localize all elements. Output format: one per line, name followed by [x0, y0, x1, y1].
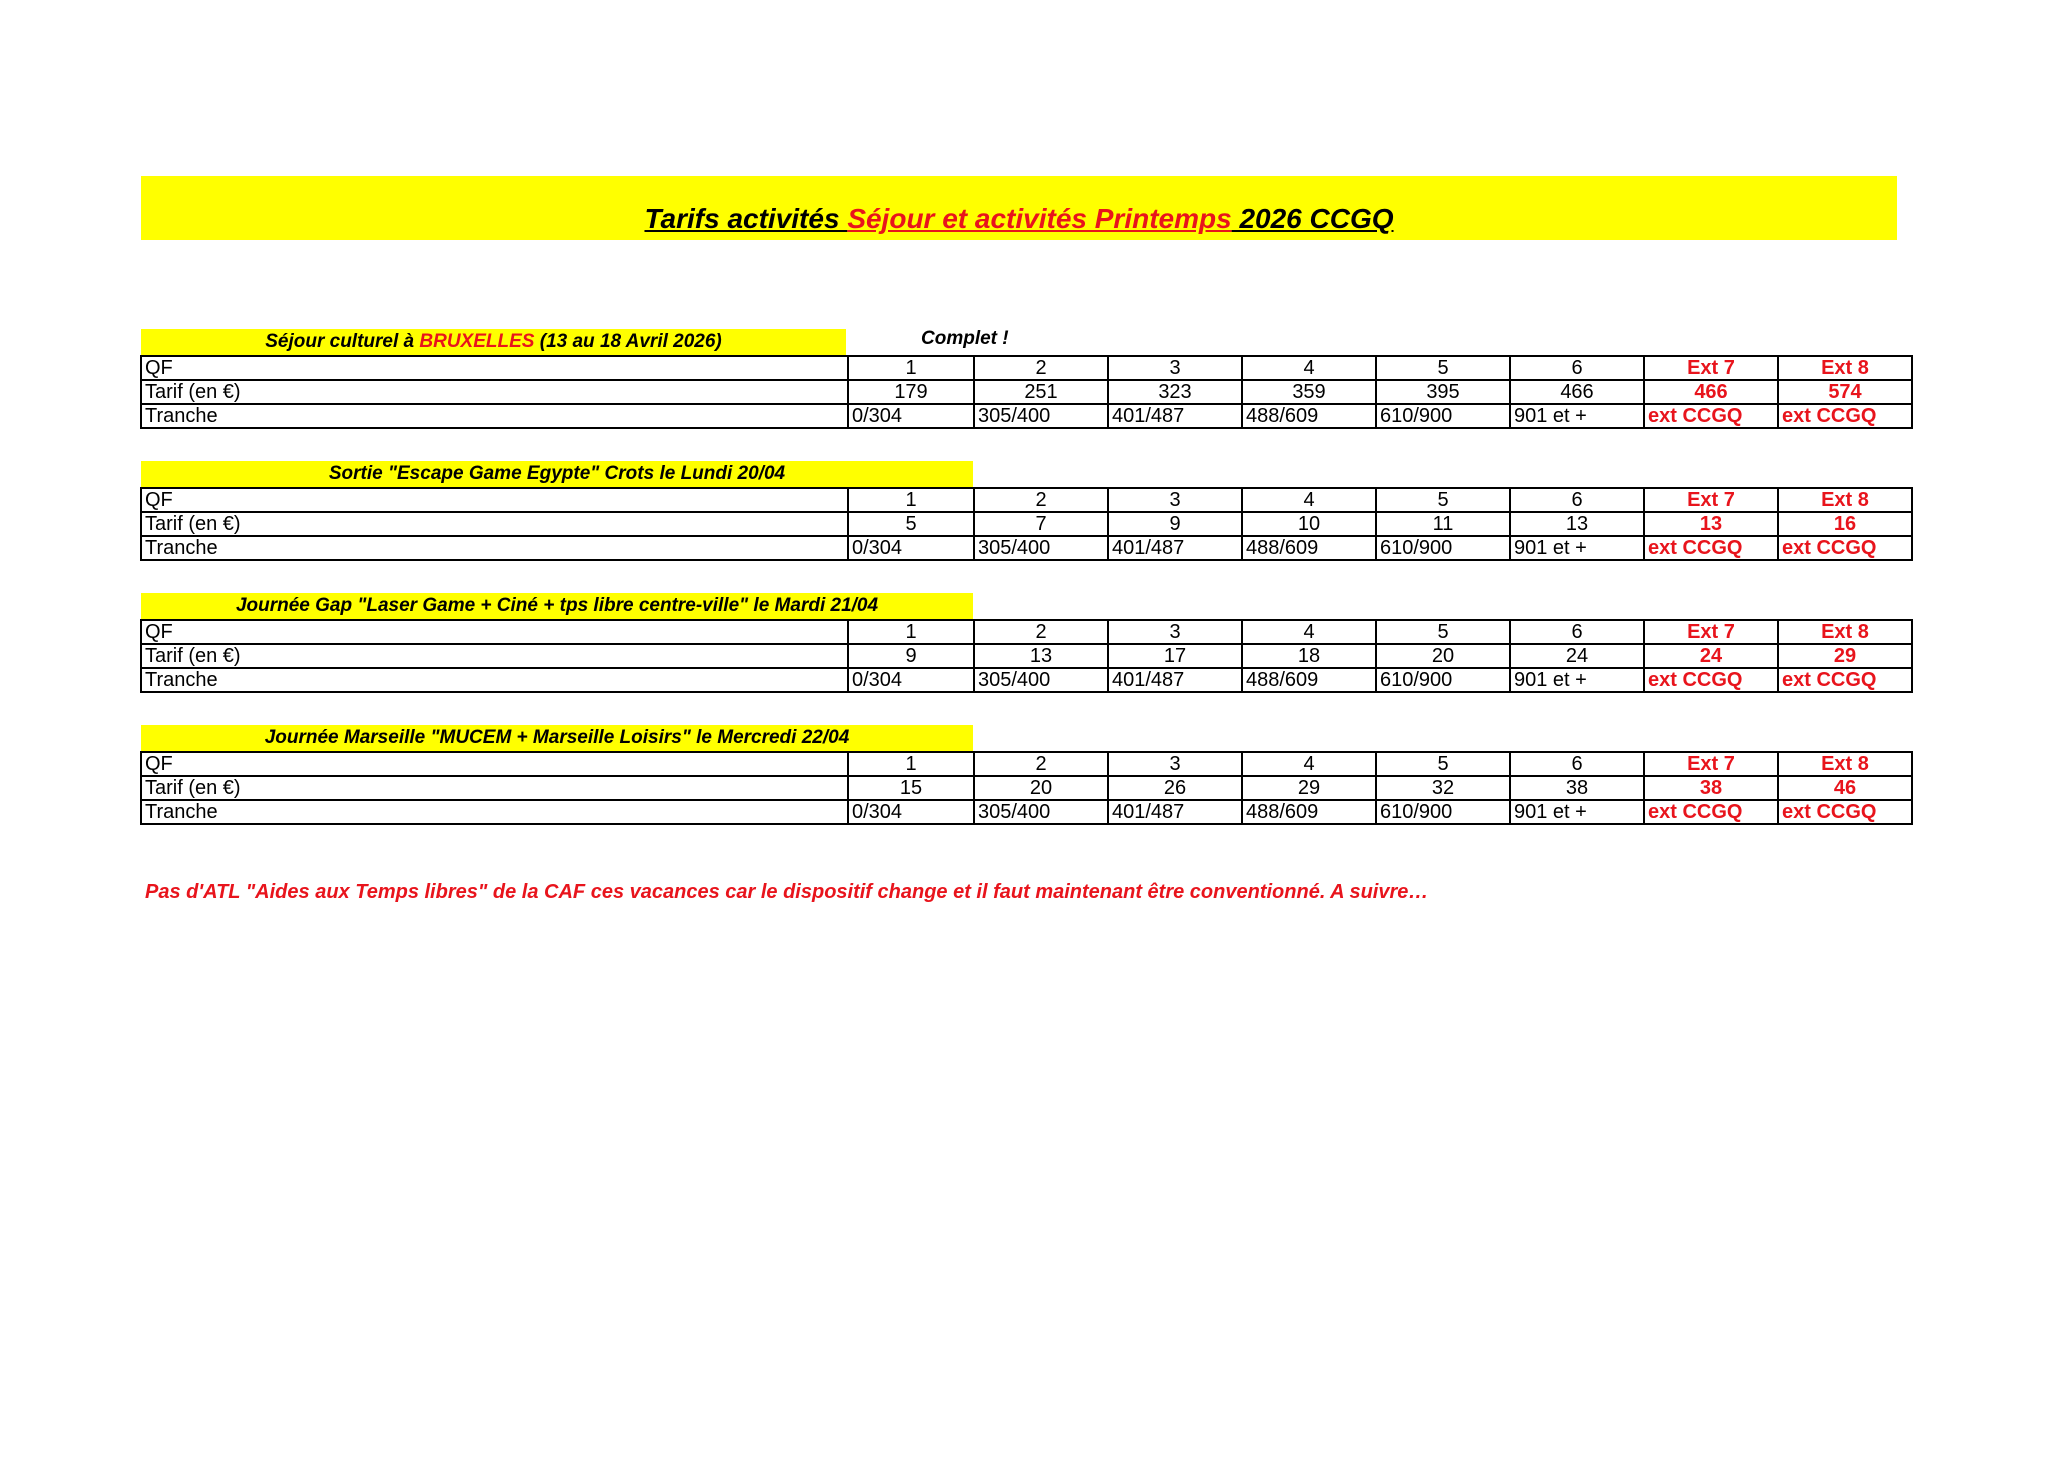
tranche-cell: ext CCGQ [1778, 404, 1912, 428]
price-cell: 466 [1644, 380, 1778, 404]
tranche-cell: 305/400 [974, 668, 1108, 692]
price-cell: 16 [1778, 512, 1912, 536]
row-label: QF [141, 356, 848, 380]
section-1-label-city: BRUXELLES [419, 331, 535, 352]
price-cell: 29 [1242, 776, 1376, 800]
price-cell: 15 [848, 776, 974, 800]
qf-cell: 5 [1376, 356, 1510, 380]
tranche-cell: 0/304 [848, 668, 974, 692]
tranche-cell: 305/400 [974, 536, 1108, 560]
tranche-cell: ext CCGQ [1778, 536, 1912, 560]
title-part-1: Tarifs activités [644, 203, 848, 234]
section-1-label-dates: (13 au 18 Avril 2026) [534, 331, 722, 352]
price-cell: 18 [1242, 644, 1376, 668]
qf-cell: 1 [848, 752, 974, 776]
table-row-qf [141, 752, 1912, 776]
row-label: Tranche [141, 404, 848, 428]
qf-cell: 2 [974, 752, 1108, 776]
qf-cell: 2 [974, 620, 1108, 644]
tranche-cell: 901 et + [1510, 800, 1644, 824]
row-label: Tranche [141, 536, 848, 560]
qf-cell: 4 [1242, 488, 1376, 512]
qf-cell: 6 [1510, 620, 1644, 644]
table-row-qf [141, 356, 1912, 380]
tranche-cell: 488/609 [1242, 536, 1376, 560]
tranche-cell: 401/487 [1108, 404, 1242, 428]
price-cell: 38 [1644, 776, 1778, 800]
qf-cell: 2 [974, 356, 1108, 380]
tranche-cell: 0/304 [848, 800, 974, 824]
price-cell: 20 [1376, 644, 1510, 668]
qf-cell: 5 [1376, 620, 1510, 644]
price-cell: 574 [1778, 380, 1912, 404]
tranche-cell: 401/487 [1108, 536, 1242, 560]
row-label: Tranche [141, 668, 848, 692]
table-row-tranche [141, 668, 1912, 692]
price-cell: 9 [848, 644, 974, 668]
tranche-cell: ext CCGQ [1644, 536, 1778, 560]
qf-cell: 1 [848, 488, 974, 512]
tranche-cell: 401/487 [1108, 800, 1242, 824]
tranche-cell: 901 et + [1510, 536, 1644, 560]
price-cell: 251 [974, 380, 1108, 404]
footnote: Pas d'ATL "Aides aux Temps libres" de la CAF ces vacances car le dispositif change et il faut maintenant être conventionné. A suivre… [145, 881, 1429, 903]
qf-cell: Ext 7 [1644, 752, 1778, 776]
row-label: QF [141, 752, 848, 776]
price-cell: 24 [1644, 644, 1778, 668]
section-1-label [141, 329, 846, 355]
row-label: Tarif (en €) [141, 512, 848, 536]
tranche-cell: 305/400 [974, 800, 1108, 824]
tranche-cell: 488/609 [1242, 668, 1376, 692]
price-cell: 10 [1242, 512, 1376, 536]
price-cell: 7 [974, 512, 1108, 536]
tranche-cell: 610/900 [1376, 800, 1510, 824]
qf-cell: 3 [1108, 752, 1242, 776]
section-4-label: Journée Marseille "MUCEM + Marseille Loisirs" le Mercredi 22/04 [141, 725, 973, 751]
qf-cell: 3 [1108, 620, 1242, 644]
qf-cell: Ext 7 [1644, 488, 1778, 512]
tranche-cell: 0/304 [848, 404, 974, 428]
tranche-cell: 488/609 [1242, 800, 1376, 824]
price-cell: 13 [1510, 512, 1644, 536]
qf-cell: 4 [1242, 356, 1376, 380]
price-cell: 11 [1376, 512, 1510, 536]
price-cell: 323 [1108, 380, 1242, 404]
qf-cell: 6 [1510, 488, 1644, 512]
section-1-complet-note: Complet ! [921, 328, 1009, 349]
tranche-cell: 610/900 [1376, 536, 1510, 560]
price-cell: 32 [1376, 776, 1510, 800]
price-cell: 359 [1242, 380, 1376, 404]
qf-cell: 5 [1376, 488, 1510, 512]
table-row-tranche [141, 536, 1912, 560]
price-cell: 38 [1510, 776, 1644, 800]
price-cell: 26 [1108, 776, 1242, 800]
price-cell: 466 [1510, 380, 1644, 404]
table-row-tranche [141, 800, 1912, 824]
tranche-cell: 901 et + [1510, 404, 1644, 428]
qf-cell: 5 [1376, 752, 1510, 776]
qf-cell: 1 [848, 356, 974, 380]
row-label: QF [141, 488, 848, 512]
tranche-cell: ext CCGQ [1644, 800, 1778, 824]
tranche-cell: ext CCGQ [1778, 800, 1912, 824]
qf-cell: 1 [848, 620, 974, 644]
title-part-3: 2026 CCGQ [1231, 203, 1394, 234]
table-row-tarif [141, 512, 1912, 536]
section-3-label: Journée Gap "Laser Game + Ciné + tps libre centre-ville" le Mardi 21/04 [141, 593, 973, 619]
row-label: Tarif (en €) [141, 380, 848, 404]
price-cell: 17 [1108, 644, 1242, 668]
table-row-tarif [141, 644, 1912, 668]
section-2-table [140, 487, 1913, 561]
table-row-tarif [141, 776, 1912, 800]
section-1-table [140, 355, 1913, 429]
row-label: QF [141, 620, 848, 644]
section-3-table [140, 619, 1913, 693]
qf-cell: 3 [1108, 488, 1242, 512]
price-cell: 395 [1376, 380, 1510, 404]
table-row-qf [141, 620, 1912, 644]
tranche-cell: 610/900 [1376, 668, 1510, 692]
qf-cell: Ext 8 [1778, 620, 1912, 644]
title-band [141, 176, 1897, 240]
qf-cell: Ext 7 [1644, 620, 1778, 644]
row-label: Tarif (en €) [141, 644, 848, 668]
price-cell: 24 [1510, 644, 1644, 668]
qf-cell: Ext 8 [1778, 356, 1912, 380]
qf-cell: 3 [1108, 356, 1242, 380]
tranche-cell: ext CCGQ [1644, 668, 1778, 692]
qf-cell: 4 [1242, 752, 1376, 776]
tranche-cell: 305/400 [974, 404, 1108, 428]
qf-cell: Ext 7 [1644, 356, 1778, 380]
price-cell: 9 [1108, 512, 1242, 536]
qf-cell: 6 [1510, 356, 1644, 380]
price-cell: 13 [1644, 512, 1778, 536]
tranche-cell: 401/487 [1108, 668, 1242, 692]
title-part-2: Séjour et activités Printemps [847, 203, 1232, 234]
table-row-tranche [141, 404, 1912, 428]
section-1-label-prefix: Séjour culturel à [265, 331, 420, 352]
tranche-cell: 0/304 [848, 536, 974, 560]
price-cell: 5 [848, 512, 974, 536]
section-2-label: Sortie "Escape Game Egypte" Crots le Lundi 20/04 [141, 461, 973, 487]
qf-cell: 4 [1242, 620, 1376, 644]
section-4-table [140, 751, 1913, 825]
tranche-cell: 488/609 [1242, 404, 1376, 428]
price-cell: 13 [974, 644, 1108, 668]
tranche-cell: 610/900 [1376, 404, 1510, 428]
table-row-qf [141, 488, 1912, 512]
price-cell: 179 [848, 380, 974, 404]
price-cell: 46 [1778, 776, 1912, 800]
row-label: Tranche [141, 800, 848, 824]
tranche-cell: ext CCGQ [1644, 404, 1778, 428]
row-label: Tarif (en €) [141, 776, 848, 800]
qf-cell: 6 [1510, 752, 1644, 776]
price-cell: 29 [1778, 644, 1912, 668]
qf-cell: Ext 8 [1778, 488, 1912, 512]
qf-cell: Ext 8 [1778, 752, 1912, 776]
price-cell: 20 [974, 776, 1108, 800]
tranche-cell: ext CCGQ [1778, 668, 1912, 692]
qf-cell: 2 [974, 488, 1108, 512]
table-row-tarif [141, 380, 1912, 404]
tranche-cell: 901 et + [1510, 668, 1644, 692]
